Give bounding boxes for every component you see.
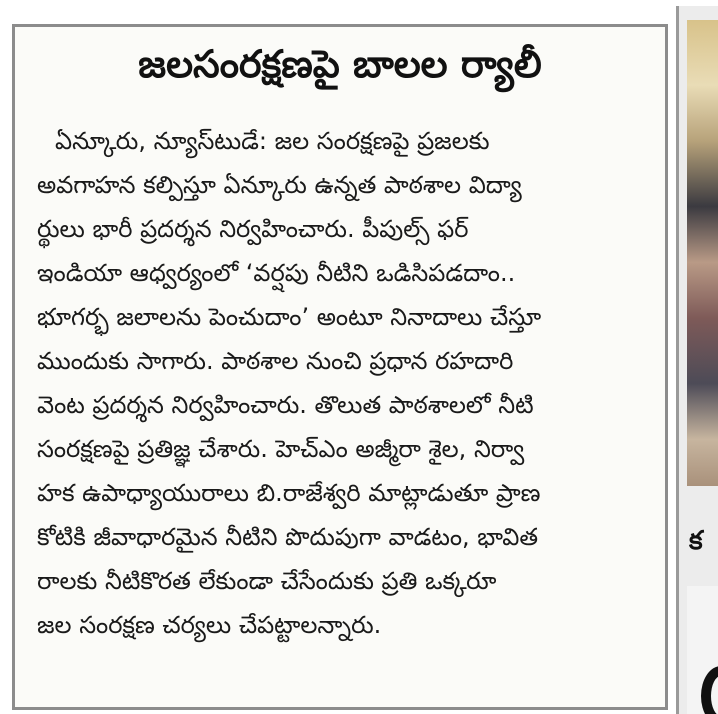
- article-line: అవగాహన కల్పిస్తూ ఏన్కూరు ఉన్నత పాఠశాల విద్యా: [37, 171, 522, 199]
- adjacent-photo: [687, 20, 718, 486]
- article-line: కోటికి జీవాధారమైన నీటిని పొదుపుగా వాడటం, భావిత: [37, 523, 539, 551]
- news-clipping: [12, 24, 668, 710]
- article-line: జల సంరక్షణ చర్యలు చేపట్టాలన్నారు.: [37, 611, 382, 639]
- article-line: ర్థులు భారీ ప్రదర్శన నిర్వహించారు. పీపుల్స్ ఫర్: [37, 215, 469, 243]
- article-line: ఇండియా ఆధ్వర్యంలో ‘వర్షపు నీటిని ఒడిసిపడదాం..: [37, 259, 516, 287]
- article-body: [37, 119, 653, 647]
- adjacent-clipping-strip: [676, 6, 718, 714]
- article-line: రాలకు నీటికొరత లేకుండా చేసేందుకు ప్రతి ఒక్కరూ: [37, 567, 497, 595]
- article-line: ఏన్కూరు, న్యూస్‌టుడే: జల సంరక్షణపై ప్రజలకు: [55, 127, 490, 155]
- article-line: ముందుకు సాగారు. పాఠశాల నుంచి ప్రధాన రహదారి: [37, 347, 514, 375]
- article-line: హక ఉపాధ్యాయురాలు బి.రాజేశ్వరి మాట్లాడుతూ ప్రాణ: [37, 479, 541, 507]
- adjacent-text-fragment: క: [689, 526, 703, 556]
- article-line: సంరక్షణపై ప్రతిజ్ఞ చేశారు. హెచ్‌ఎం అజ్మీరా శైల, నిర్వా: [37, 435, 525, 463]
- headline: జలసంరక్షణపై బాలల ర్యాలీ: [138, 42, 542, 86]
- article-line: భూగర్భ జలాలను పెంచుదాం’ అంటూ నినాదాలు చేస్తూ: [37, 303, 542, 331]
- article-line: వెంట ప్రదర్శన నిర్వహించారు. తొలుత పాఠశాలలో నీటి: [37, 391, 534, 419]
